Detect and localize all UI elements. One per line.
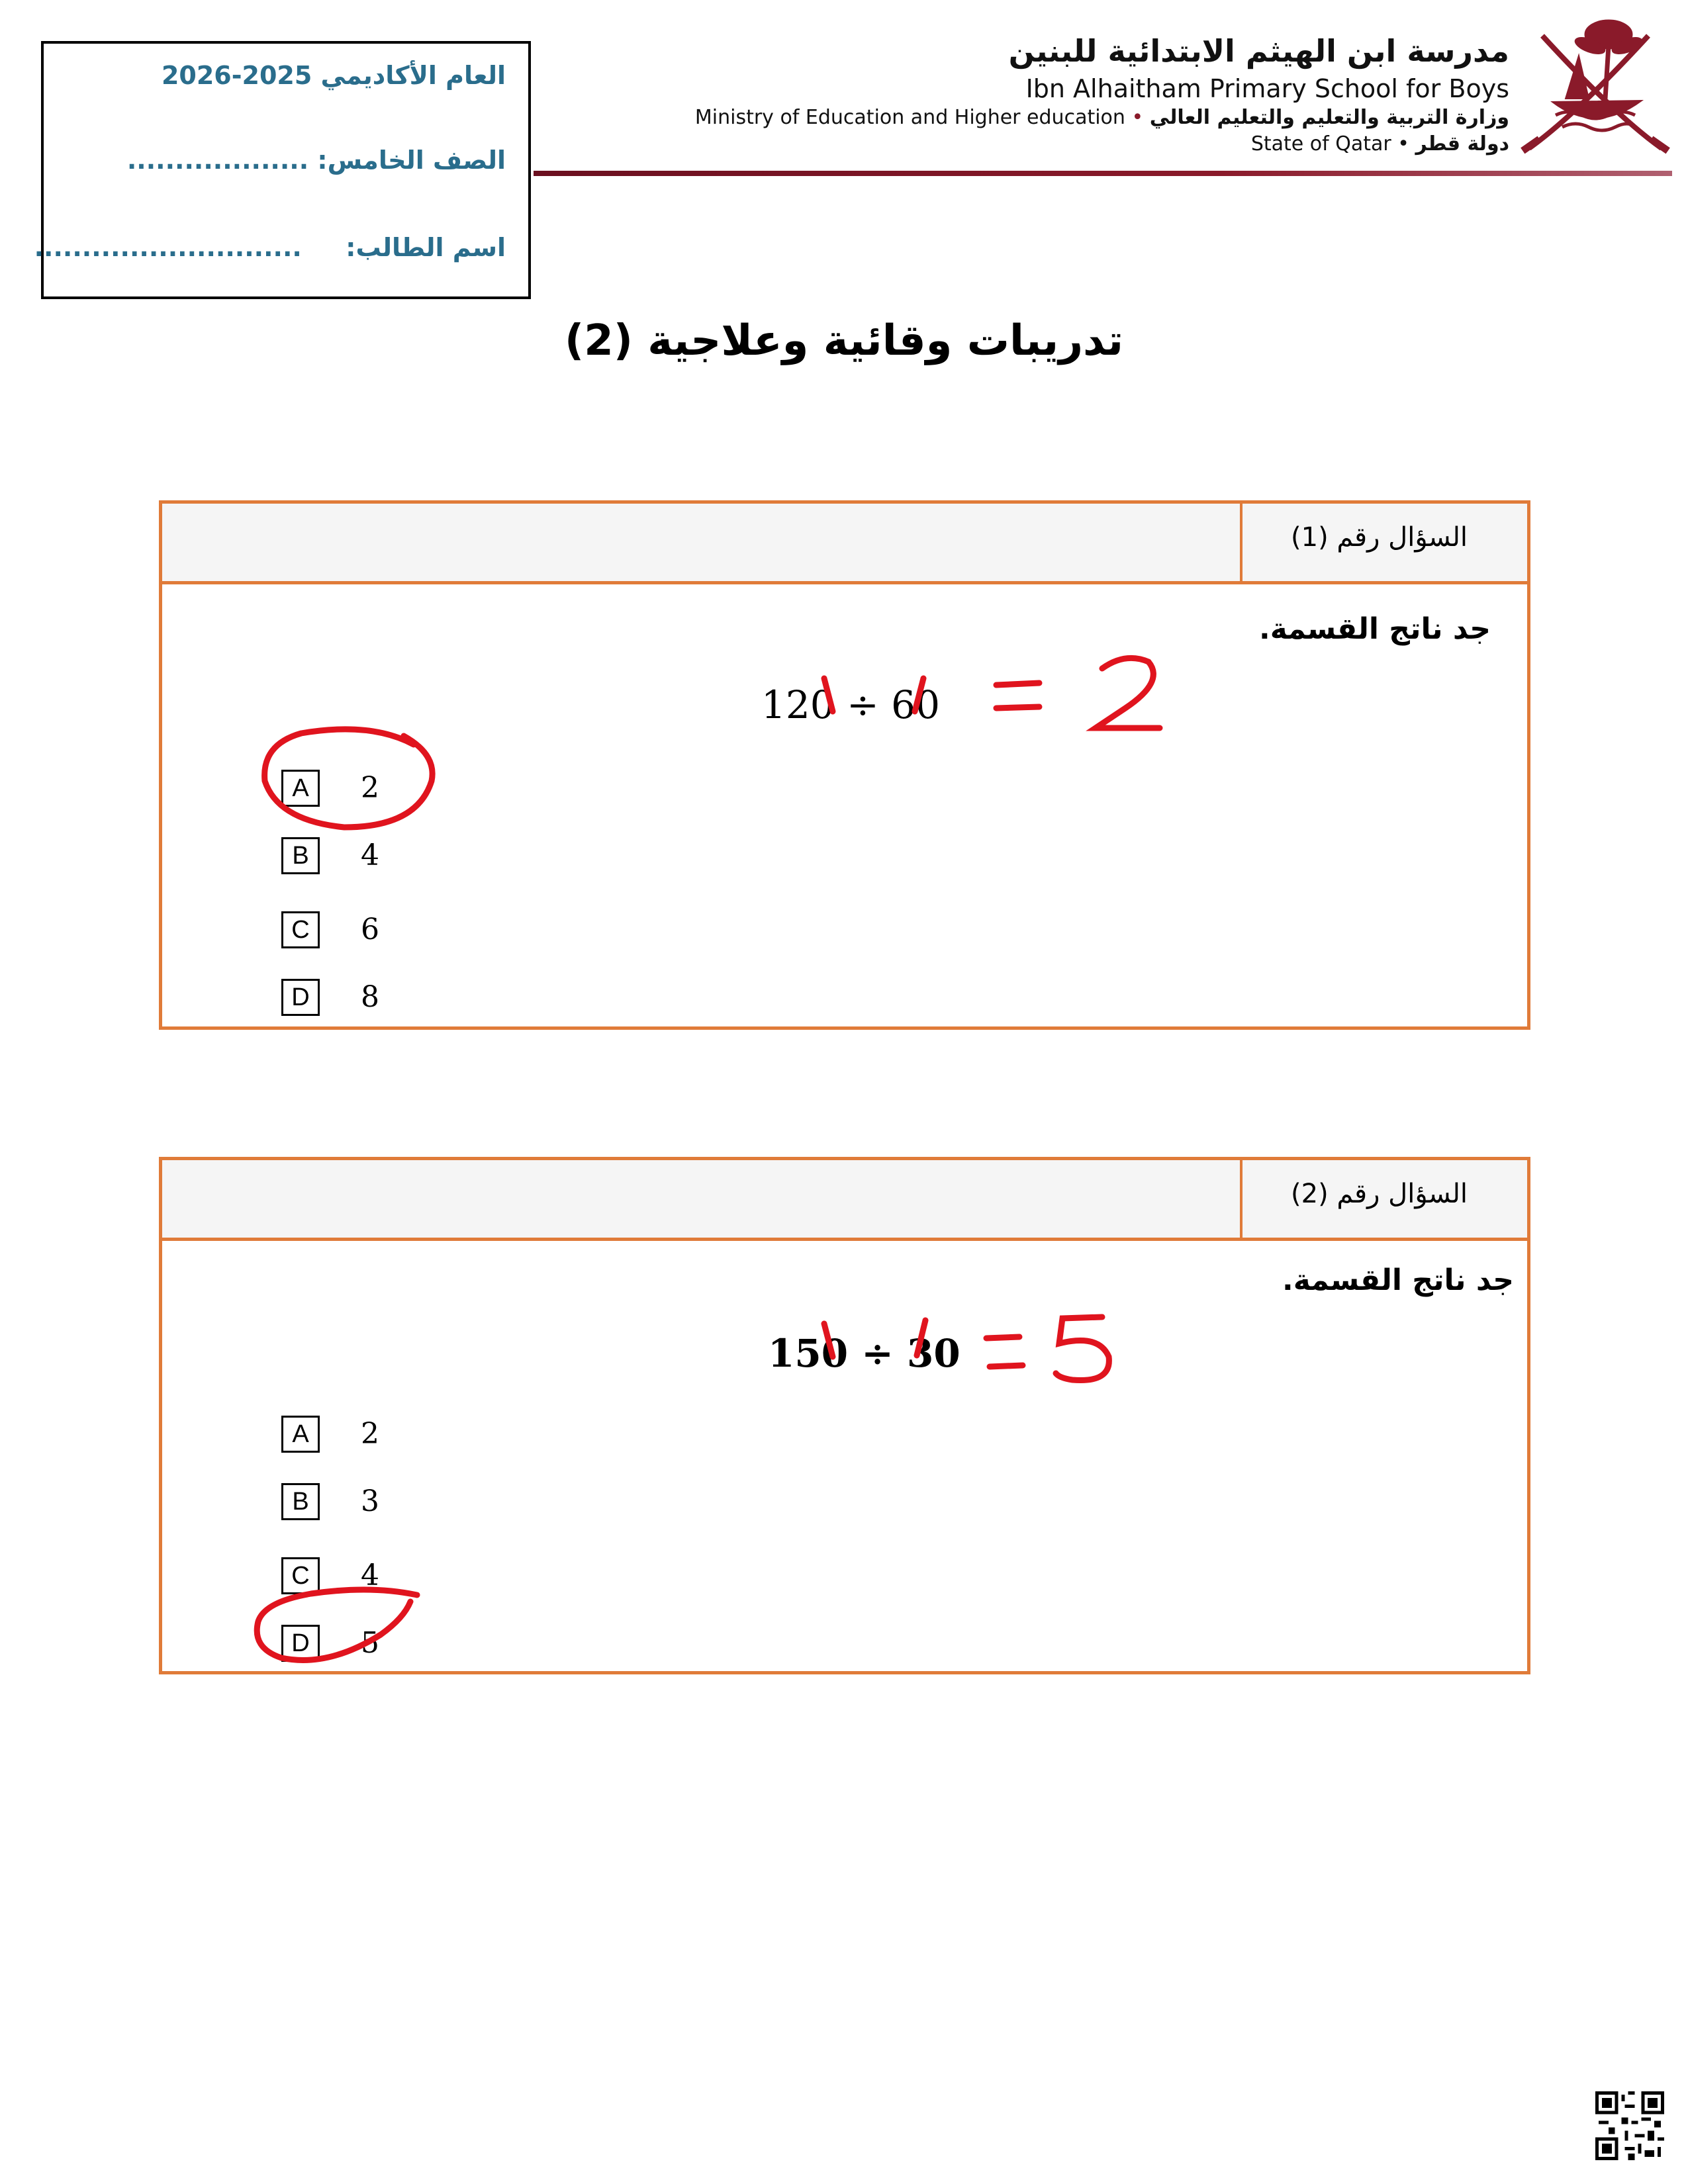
answer-circle-d [257, 1590, 417, 1660]
division-expression: 120 ÷ 60 [761, 682, 940, 727]
cancel-zero-mark [917, 1320, 925, 1355]
handwritten-answer-q2 [728, 1297, 729, 1298]
equals-sign-stroke [986, 1337, 1019, 1338]
question-prompt: جد ناتج القسمة. [1259, 612, 1491, 646]
option-letter-a[interactable]: A [281, 770, 320, 807]
separator-bullet: • [1397, 132, 1409, 156]
option-letter-a[interactable]: A [281, 1416, 320, 1453]
separator-bullet: • [1131, 106, 1144, 129]
school-name-arabic: مدرسة ابن الهيثم الابتدائية للبنين [1008, 33, 1509, 69]
option-letter-c[interactable]: C [281, 911, 320, 948]
question-number: السؤال رقم (2) [1291, 1179, 1468, 1209]
option-value-d[interactable]: 8 [361, 980, 379, 1014]
qr-code-icon [1595, 2091, 1664, 2160]
option-value-d[interactable]: 5 [361, 1626, 379, 1660]
ministry-arabic: وزارة التربية والتعليم والتعليم العالي [1149, 106, 1509, 129]
equals-sign-stroke [990, 1365, 1023, 1367]
option-letter-d[interactable]: D [281, 979, 320, 1016]
academic-year: العام الأكاديمي 2025-2026 [161, 61, 506, 90]
handwritten-digit [1056, 1317, 1109, 1381]
grade-label: الصف الخامس: [317, 146, 506, 175]
question-prompt: جد ناتج القسمة. [1282, 1263, 1514, 1297]
state-arabic: دولة قطر [1415, 132, 1509, 156]
option-letter-d[interactable]: D [281, 1625, 320, 1662]
option-value-c[interactable]: 6 [361, 913, 379, 946]
student-name-label: اسم الطالب: [346, 233, 506, 262]
ministry-english: Ministry of Education and Higher education [694, 106, 1125, 129]
page-title: تدريبات وقائية وعلاجية (2) [564, 316, 1124, 365]
option-letter-b[interactable]: B [281, 1483, 320, 1520]
option-value-a[interactable]: 2 [361, 771, 379, 805]
option-value-b[interactable]: 3 [361, 1484, 379, 1518]
option-value-a[interactable]: 2 [361, 1417, 379, 1451]
division-expression: 150 ÷ 30 [768, 1331, 961, 1376]
grade-blank[interactable]: ................... [126, 146, 309, 175]
cancel-zero-mark [824, 1324, 833, 1357]
state-english: State of Qatar [1250, 132, 1391, 156]
option-letter-b[interactable]: B [281, 837, 320, 874]
option-letter-c[interactable]: C [281, 1557, 320, 1594]
option-value-b[interactable]: 4 [361, 839, 379, 872]
option-value-c[interactable]: 4 [361, 1559, 379, 1592]
student-name-blank[interactable]: ............................ [34, 233, 302, 262]
school-name-english: Ibn Alhaitham Primary School for Boys [1025, 74, 1509, 103]
question-number: السؤال رقم (1) [1291, 522, 1468, 553]
